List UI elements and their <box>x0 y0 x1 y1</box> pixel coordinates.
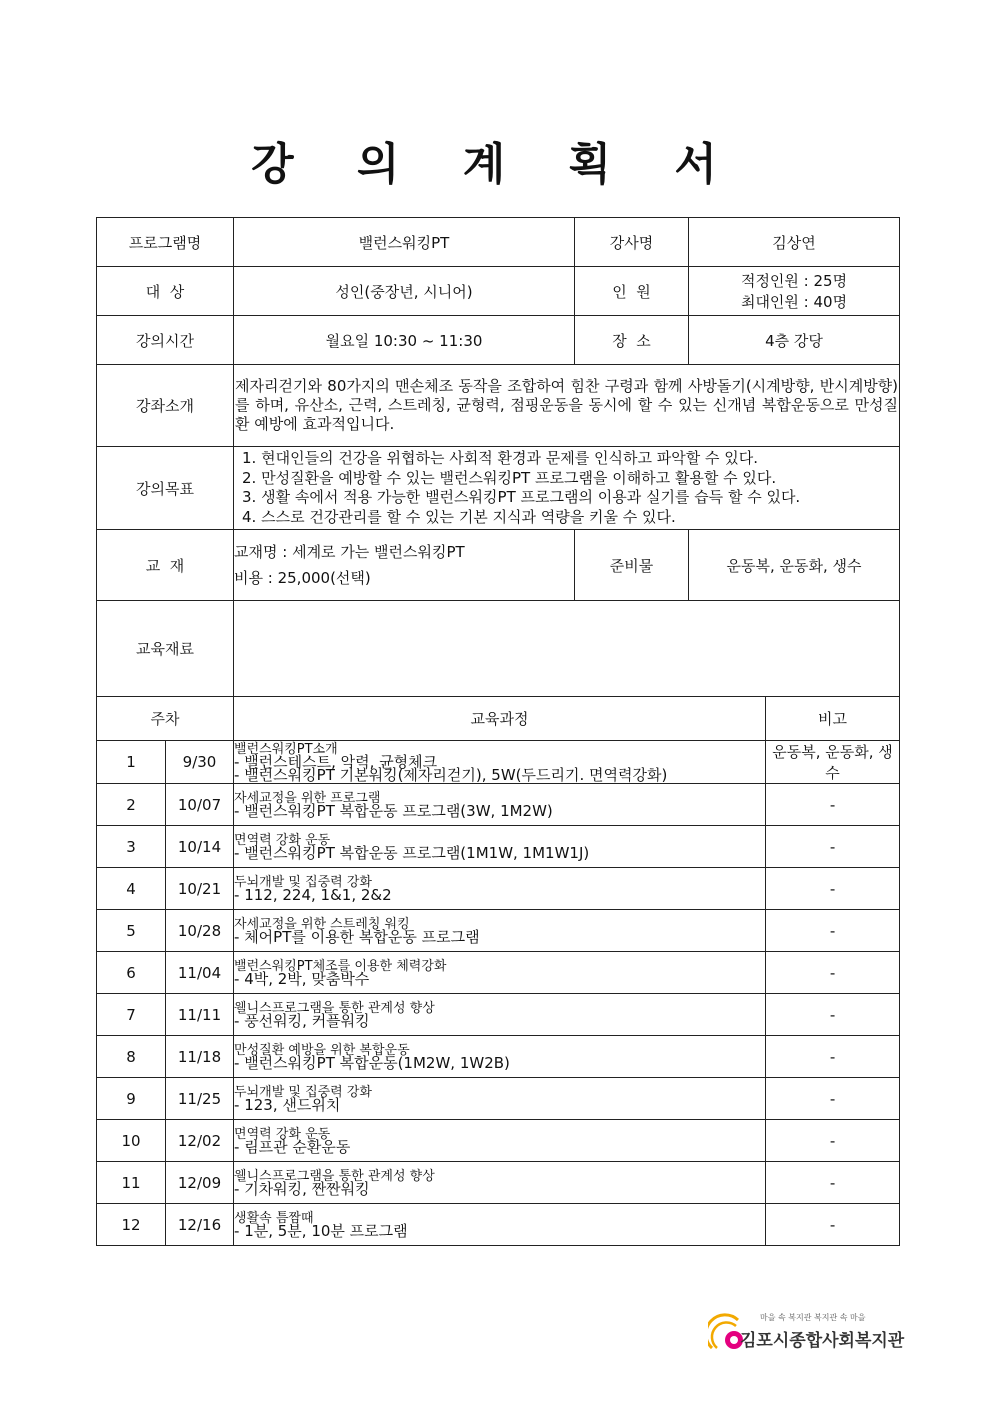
course-header: 교육과정 <box>234 697 766 741</box>
week-number: 5 <box>97 910 166 952</box>
course-title: 두뇌개발 및 집중력 강화 <box>234 1084 372 1100</box>
week-number: 6 <box>97 952 166 994</box>
week-date: 10/21 <box>166 868 234 910</box>
schedule-row <box>97 1204 900 1246</box>
course-content <box>234 994 766 1036</box>
capacity-max: 최대인원 : 40명 <box>740 293 848 311</box>
week-date: 11/11 <box>166 994 234 1036</box>
schedule-note: 운동복, 운동화, 생수 <box>766 741 900 784</box>
week-number: 1 <box>97 741 166 784</box>
schedule-row <box>97 1162 900 1204</box>
schedule-row <box>97 1036 900 1078</box>
week-number: 4 <box>97 868 166 910</box>
course-detail: - 123, 샌드위치 <box>234 1095 341 1114</box>
schedule-note: - <box>766 826 900 868</box>
week-number: 3 <box>97 826 166 868</box>
week-date: 9/30 <box>166 741 234 784</box>
materials-label: 교육재료 <box>97 601 234 697</box>
course-detail: - 4박, 2박, 맞춤박수 <box>234 969 370 988</box>
supplies-value: 운동복, 운동화, 생수 <box>689 530 900 601</box>
info-section <box>97 218 900 741</box>
week-date: 12/16 <box>166 1204 234 1246</box>
schedule-row <box>97 741 900 784</box>
capacity-optimal: 적정인원 : 25명 <box>740 272 848 290</box>
course-content <box>234 784 766 826</box>
schedule-row <box>97 826 900 868</box>
schedule-note: - <box>766 1036 900 1078</box>
week-date: 10/14 <box>166 826 234 868</box>
week-number: 2 <box>97 784 166 826</box>
schedule-note: - <box>766 1078 900 1120</box>
schedule-note: - <box>766 1120 900 1162</box>
textbook-name: 교재명 : 세계로 가는 밸런스워킹PT <box>234 543 465 561</box>
course-title: 밸런스워킹PT소개 <box>234 741 338 757</box>
materials-value <box>234 601 900 697</box>
time-value: 월요일 10:30 ~ 11:30 <box>234 316 575 365</box>
week-date: 11/04 <box>166 952 234 994</box>
target-value: 성인(중장년, 시니어) <box>234 267 575 316</box>
schedule-note: - <box>766 910 900 952</box>
course-content <box>234 952 766 994</box>
course-content <box>234 1162 766 1204</box>
program-value: 밸런스워킹PT <box>234 218 575 267</box>
course-content <box>234 1120 766 1162</box>
course-title: 자세교정을 위한 스트레칭 워킹 <box>234 916 410 932</box>
course-detail: - 112, 224, 1&1, 2&2 <box>234 885 392 904</box>
week-date: 12/09 <box>166 1162 234 1204</box>
course-title: 두뇌개발 및 집중력 강화 <box>234 874 372 890</box>
schedule-row <box>97 784 900 826</box>
instructor-label: 강사명 <box>575 218 689 267</box>
program-label: 프로그램명 <box>97 218 234 267</box>
course-title: 면역력 강화 운동 <box>234 1126 331 1142</box>
week-date: 11/18 <box>166 1036 234 1078</box>
course-title: 밸런스워킹PT체조를 이용한 체력강화 <box>234 958 447 974</box>
logo-name: 김포시종합사회복지관 <box>740 1331 905 1351</box>
goal-item: 2. 만성질환을 예방할 수 있는 밸런스워킹PT 프로그램을 이해하고 활용할 수 있다. <box>242 468 777 487</box>
page-title: 강 의 계 획 서 <box>251 139 741 190</box>
course-title: 만성질환 예방을 위한 복합운동 <box>234 1042 410 1058</box>
textbook-label: 교 재 <box>97 530 234 601</box>
goal-item: 1. 현대인들의 건강을 위협하는 사회적 환경과 문제를 인식하고 파악할 수 있다. <box>242 449 758 467</box>
schedule-note: - <box>766 1162 900 1204</box>
course-detail: - 밸런스워킹PT 복합운동 프로그램(1M1W, 1M1W1J) <box>234 843 590 862</box>
course-title: 자세교정을 위한 프로그램 <box>234 790 381 806</box>
schedule-note: - <box>766 952 900 994</box>
schedule-row <box>97 868 900 910</box>
note-header: 비고 <box>766 697 900 741</box>
course-title: 생활속 틈짬때 <box>234 1210 314 1226</box>
course-content <box>234 868 766 910</box>
place-value: 4층 강당 <box>689 316 900 365</box>
intro-label: 강좌소개 <box>97 365 234 447</box>
course-title: 면역력 강화 운동 <box>234 832 331 848</box>
week-header: 주차 <box>97 697 234 741</box>
course-detail: - 밸런스워킹PT 복합운동 프로그램(3W, 1M2W) <box>234 801 553 820</box>
schedule-row <box>97 1120 900 1162</box>
week-number: 9 <box>97 1078 166 1120</box>
instructor-value: 김상연 <box>689 218 900 267</box>
schedule-section <box>97 741 900 1246</box>
course-content <box>234 1204 766 1246</box>
schedule-row <box>97 994 900 1036</box>
schedule-row <box>97 1078 900 1120</box>
goals-label: 강의목표 <box>97 447 234 530</box>
week-date: 10/07 <box>166 784 234 826</box>
organization-logo <box>708 1308 908 1358</box>
goal-item: 4. 스스로 건강관리를 할 수 있는 기본 지식과 역량을 키울 수 있다. <box>242 507 676 526</box>
course-detail: - 밸런스테스트, 악력, 균형체크 <box>234 752 438 771</box>
week-date: 11/25 <box>166 1078 234 1120</box>
schedule-note: - <box>766 994 900 1036</box>
course-content <box>234 826 766 868</box>
course-detail: - 림프관 순환운동 <box>234 1137 351 1156</box>
goals-list <box>234 447 900 530</box>
week-number: 12 <box>97 1204 166 1246</box>
course-title: 웰니스프로그램을 통한 관계성 향상 <box>234 1000 435 1016</box>
logo-slogan: 마을 속 복지관 복지관 속 마을 <box>760 1313 866 1322</box>
course-detail: - 기차워킹, 짠짠워킹 <box>234 1179 370 1198</box>
textbook-cost: 비용 : 25,000(선택) <box>234 569 371 587</box>
week-number: 8 <box>97 1036 166 1078</box>
course-content <box>234 741 766 784</box>
course-detail: - 풍선워킹, 커플워킹 <box>234 1011 370 1030</box>
target-label: 대 상 <box>97 267 234 316</box>
course-content <box>234 1036 766 1078</box>
goal-item: 3. 생활 속에서 적용 가능한 밸런스워킹PT 프로그램의 이용과 실기를 습득 할 수 있다. <box>242 488 801 506</box>
week-number: 11 <box>97 1162 166 1204</box>
supplies-label: 준비물 <box>575 530 689 601</box>
week-number: 7 <box>97 994 166 1036</box>
textbook-value <box>234 530 575 601</box>
schedule-note: - <box>766 868 900 910</box>
schedule-note: - <box>766 784 900 826</box>
place-label: 장 소 <box>575 316 689 365</box>
capacity-label: 인 원 <box>575 267 689 316</box>
schedule-note: - <box>766 1204 900 1246</box>
course-title: 웰니스프로그램을 통한 관계성 향상 <box>234 1168 435 1184</box>
course-content <box>234 1078 766 1120</box>
week-date: 10/28 <box>166 910 234 952</box>
course-detail: - 밸런스워킹PT 기본워킹(제자리걷기), 5W(두드리기. 면역력강화) <box>234 765 668 784</box>
intro-text: 제자리걷기와 80가지의 맨손체조 동작을 조합하여 힘찬 구령과 함께 사방돌기(시계방향, 반시계방향)를 하며, 유산소, 근력, 스트레칭, 균형력, 점핑운동을 동시에 할 수 있는 신개념 복합운동으로 만성질환 예방에 효과적입니다. <box>234 365 900 447</box>
schedule-row <box>97 910 900 952</box>
course-detail: - 밸런스워킹PT 복합운동(1M2W, 1W2B) <box>234 1053 510 1072</box>
course-detail: - 1분, 5분, 10분 프로그램 <box>234 1221 408 1240</box>
week-date: 12/02 <box>166 1120 234 1162</box>
schedule-row <box>97 952 900 994</box>
week-number: 10 <box>97 1120 166 1162</box>
time-label: 강의시간 <box>97 316 234 365</box>
course-content <box>234 910 766 952</box>
lecture-plan-table <box>96 217 900 1246</box>
course-detail: - 체어PT를 이용한 복합운동 프로그램 <box>234 927 480 946</box>
capacity-value <box>689 267 900 316</box>
